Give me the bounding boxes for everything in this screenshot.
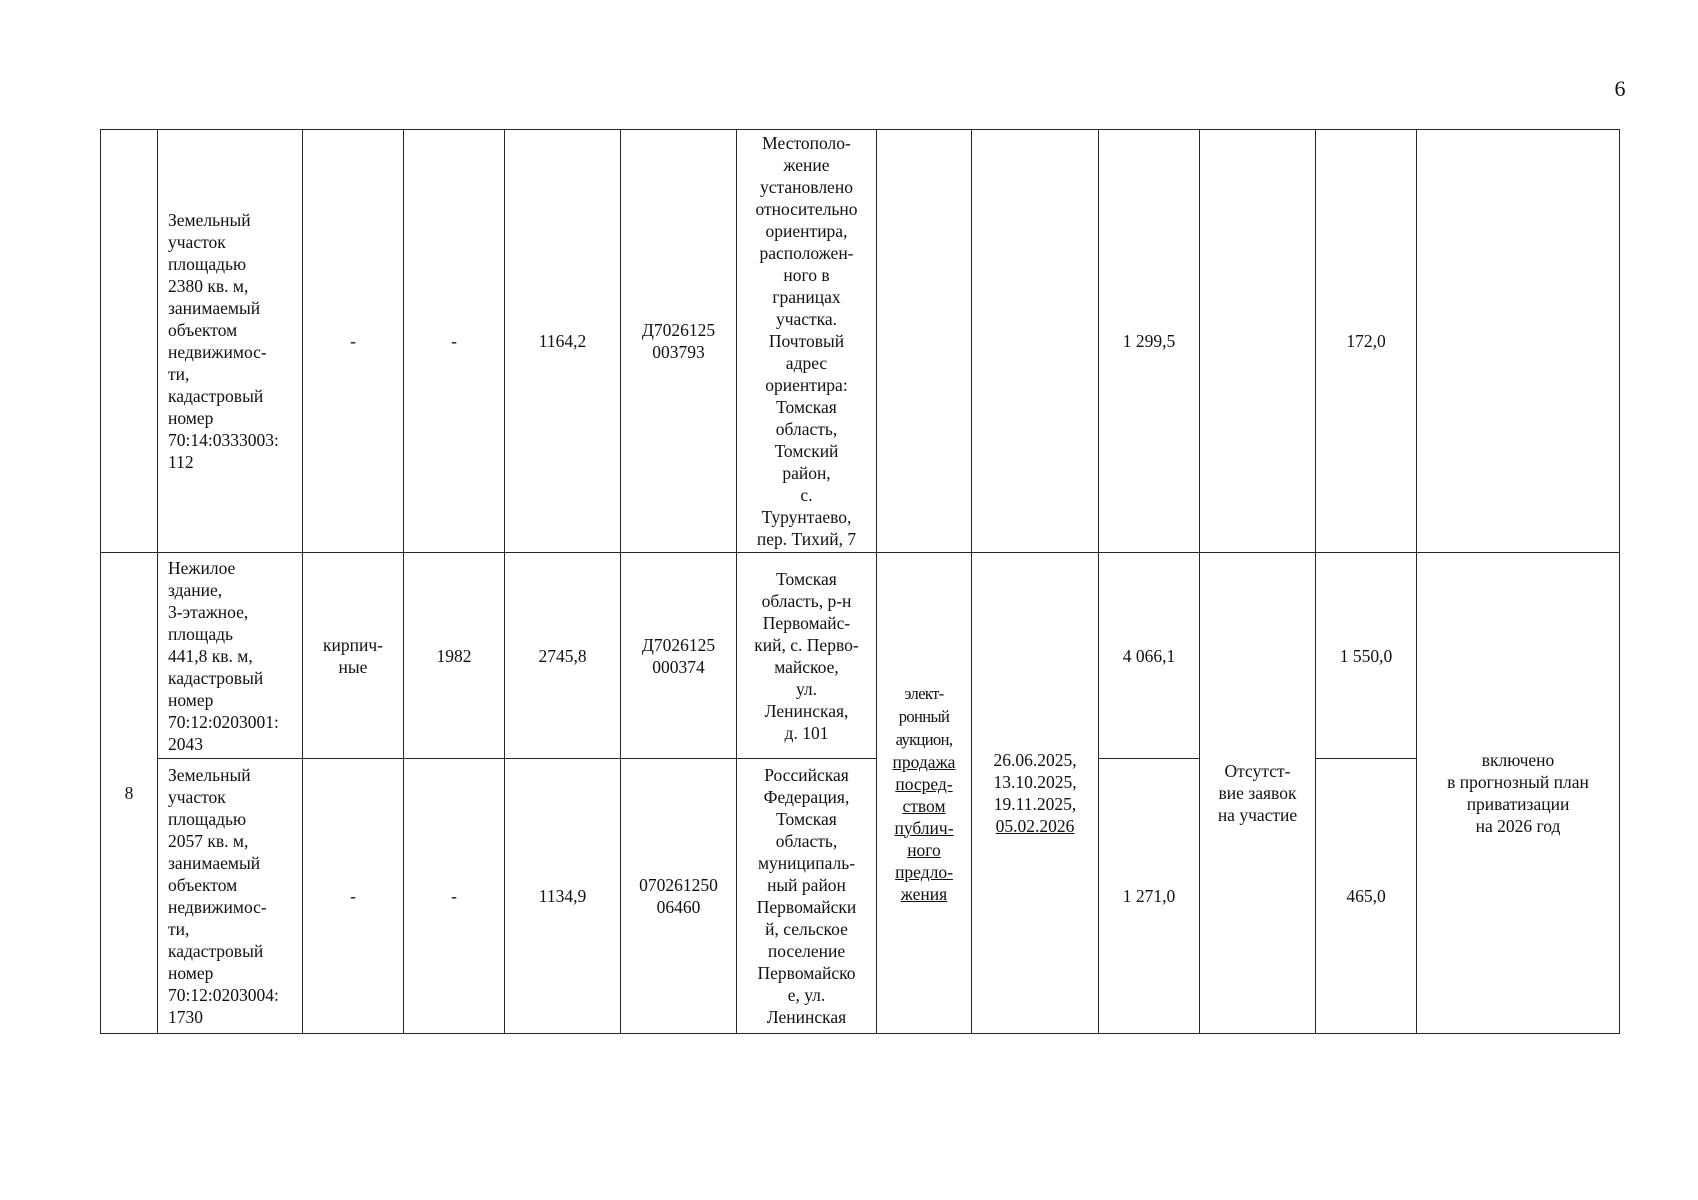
auction-dates-cell xyxy=(972,553,1099,1034)
dates-cell xyxy=(972,130,1099,553)
deposit-cell: 465,0 xyxy=(1316,759,1417,1034)
deposit-cell: 1 550,0 xyxy=(1316,553,1417,759)
note-cell xyxy=(1417,130,1620,553)
object-name-cell: Земельный участок площадью 2380 кв. м, занимаемый объектом недвижимос- ти, кадастровый номер 70:14:0333003: 112 xyxy=(158,130,303,553)
deposit-cell: 172,0 xyxy=(1316,130,1417,553)
sale-method-underlined: продажа посред- ством публич- ного предло- жения xyxy=(892,751,956,904)
material-cell: кирпич- ные xyxy=(303,553,404,759)
sale-method-cell xyxy=(877,553,972,1034)
year-cell: 1982 xyxy=(404,553,505,759)
reason-cell xyxy=(1200,130,1316,553)
value-cell: 1134,9 xyxy=(505,759,621,1034)
sale-method-text: элект- ронный аукцион, xyxy=(895,683,953,749)
value-cell: 2745,8 xyxy=(505,553,621,759)
auction-dates-text: 26.06.2025, 13.10.2025, 19.11.2025, xyxy=(993,750,1077,814)
value-cell: 1164,2 xyxy=(505,130,621,553)
method-cell xyxy=(877,130,972,553)
price-cell: 4 066,1 xyxy=(1099,553,1200,759)
page-number: 6 xyxy=(1614,76,1626,101)
lot-number-cell xyxy=(101,130,158,553)
price-cell: 1 271,0 xyxy=(1099,759,1200,1034)
table-row xyxy=(101,553,1620,759)
note-cell: включено в прогнозный план приватизации на 2026 год xyxy=(1417,553,1620,1034)
table-row xyxy=(101,759,1620,1034)
material-cell: - xyxy=(303,130,404,553)
year-cell: - xyxy=(404,130,505,553)
location-cell: Местополо- жение установлено относительно ориентира, расположен- ного в границах участка. Почтовый адрес ориентира: Томская область, Томский район, с. Турунтаево, пер. Тихий, 7 xyxy=(737,130,877,553)
reason-cell: Отсутст- вие заявок на участие xyxy=(1200,553,1316,1034)
location-cell: Российская Федерация, Томская область, муниципаль- ный район Первомайски й, сельское поселение Первомайско е, ул. Ленинская xyxy=(737,759,877,1034)
reg-number-cell: Д7026125 003793 xyxy=(621,130,737,553)
privatization-table xyxy=(100,129,1620,1034)
material-cell: - xyxy=(303,759,404,1034)
object-name-cell: Нежилое здание, 3-этажное, площадь 441,8 кв. м, кадастровый номер 70:12:0203001: 2043 xyxy=(158,553,303,759)
reg-number-cell: 070261250 06460 xyxy=(621,759,737,1034)
year-cell: - xyxy=(404,759,505,1034)
price-cell: 1 299,5 xyxy=(1099,130,1200,553)
reg-number-cell: Д7026125 000374 xyxy=(621,553,737,759)
lot-number-cell: 8 xyxy=(101,553,158,1034)
table-row xyxy=(101,130,1620,553)
object-name-cell: Земельный участок площадью 2057 кв. м, занимаемый объектом недвижимос- ти, кадастровый номер 70:12:0203004: 1730 xyxy=(158,759,303,1034)
location-cell: Томская область, р-н Первомайс- кий, с. Перво- майское, ул. Ленинская, д. 101 xyxy=(737,553,877,759)
auction-date-underlined: 05.02.2026 xyxy=(995,816,1075,836)
